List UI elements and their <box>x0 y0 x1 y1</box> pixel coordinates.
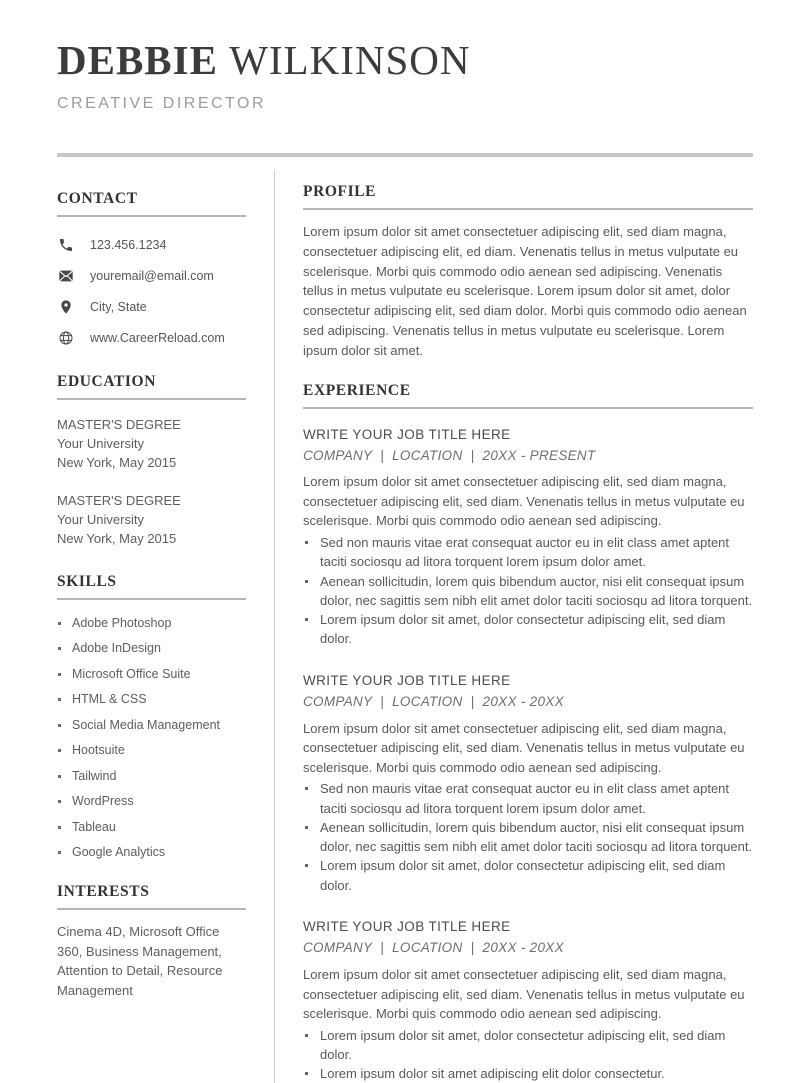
profile-text: Lorem ipsum dolor sit amet consectetuer adipiscing elit, sed diam magna, consectetuer adipiscing elit, ed diam. Venenatis tellus in metus vulputate eu scelerisque. Morbi quis commodo odio aenean sed adipiscing. Venenatis tellus in metus vulputate eu scelerisque. Lorem ipsum dolor sit amet, dolor consectetur adipiscing elit, sed diam dolor. Morbi quis commodo odio aenean sed adipiscing. Venenatis tellus in metus vulputate eu scelerisque. Lorem ipsum dolor sit amet. <box>303 223 747 358</box>
job-bullet: Lorem ipsum dolor sit amet adipiscing elit dolor consectetur. <box>303 1064 753 1083</box>
school: Your University <box>57 435 144 451</box>
location-text: City, State <box>90 300 147 315</box>
job-summary: Lorem ipsum dolor sit amet consectetuer adipiscing elit, sed diam magna, consectetuer adipiscing elit, sed diam. Venenatis tellus in metus vulputate eu scelerisque. Morbi quis commodo odio aenean sed adipiscing. <box>303 474 745 529</box>
left-column <box>57 170 274 1083</box>
last-name: WILKINSON <box>229 37 471 83</box>
job-entry <box>303 673 753 895</box>
job-bullet: Sed non mauris vitae erat consequat auctor eu in elit class amet aptent taciti sociosqu ad litora torquent lorem ipsum dolor amet. <box>303 779 753 818</box>
job-bullet: Lorem ipsum dolor sit amet, dolor consectetur adipiscing elit, sed diam dolor. <box>303 1026 753 1065</box>
phone-icon <box>57 237 74 254</box>
job-meta: COMPANY | LOCATION | 20XX - PRESENT <box>303 448 596 464</box>
job-bullet: Aenean sollicitudin, lorem quis bibendum auctor, nisi elit consequat ipsum dolor, nec sagittis sem nibh elit amet dolor taciti sociosqu ad litora torquent. <box>303 818 753 857</box>
skill-item: Adobe Photoshop <box>57 616 246 630</box>
email-address: youremail@email.com <box>90 269 214 284</box>
contact-item-location <box>57 299 246 316</box>
skill-item: Social Media Management <box>57 718 246 732</box>
first-name: DEBBIE <box>57 37 218 83</box>
job-bullet: Lorem ipsum dolor sit amet, dolor consectetur adipiscing elit, sed diam dolor. <box>303 856 753 895</box>
experience-heading: EXPERIENCE <box>303 382 753 409</box>
content-columns <box>57 170 753 1083</box>
header-divider <box>57 153 753 157</box>
name-heading <box>57 38 753 84</box>
location-icon <box>57 299 74 316</box>
education-date: New York, May 2015 <box>57 454 177 470</box>
header-job-title: CREATIVE DIRECTOR <box>57 94 267 112</box>
skill-item: HTML & CSS <box>57 692 246 706</box>
contact-item-phone <box>57 237 246 254</box>
skill-item: Adobe InDesign <box>57 641 246 655</box>
job-bullet-list <box>303 779 753 895</box>
right-column <box>274 170 753 1083</box>
job-summary: Lorem ipsum dolor sit amet consectetuer adipiscing elit, sed diam magna, consectetuer adipiscing elit, sed diam. Venenatis tellus in metus vulputate eu scelerisque. Morbi quis commodo odio aenean sed adipiscing. <box>303 967 745 1022</box>
skill-item: Tailwind <box>57 769 246 783</box>
job-title: WRITE YOUR JOB TITLE HERE <box>303 672 511 688</box>
skills-heading: SKILLS <box>57 573 246 600</box>
interests-heading: INTERESTS <box>57 883 246 910</box>
skill-item: Tableau <box>57 820 246 834</box>
job-meta: COMPANY | LOCATION | 20XX - 20XX <box>303 693 564 709</box>
degree: MASTER'S DEGREE <box>57 416 181 432</box>
job-bullet-list <box>303 1026 753 1083</box>
contact-item-website <box>57 330 246 347</box>
globe-icon <box>57 330 74 347</box>
job-bullet: Aenean sollicitudin, lorem quis bibendum auctor, nisi elit consequat ipsum dolor, nec sagittis sem nibh elit amet dolor taciti sociosqu ad litora torquent. <box>303 572 753 611</box>
website-url: www.CareerReload.com <box>90 331 225 346</box>
education-heading: EDUCATION <box>57 373 246 400</box>
education-date: New York, May 2015 <box>57 530 177 546</box>
degree: MASTER'S DEGREE <box>57 492 181 508</box>
job-title: WRITE YOUR JOB TITLE HERE <box>303 427 511 443</box>
skill-item: WordPress <box>57 794 246 808</box>
job-title: WRITE YOUR JOB TITLE HERE <box>303 919 511 935</box>
contact-item-email <box>57 268 246 285</box>
job-entry <box>303 427 753 648</box>
job-summary: Lorem ipsum dolor sit amet consectetuer adipiscing elit, sed diam magna, consectetuer adipiscing elit, sed diam. Venenatis tellus in metus vulputate eu scelerisque. Morbi quis commodo odio aenean sed adipiscing. <box>303 720 745 775</box>
skill-item: Hootsuite <box>57 743 246 757</box>
email-icon <box>57 268 74 285</box>
profile-heading: PROFILE <box>303 183 753 210</box>
skill-item: Microsoft Office Suite <box>57 667 246 681</box>
contact-heading: CONTACT <box>57 190 246 217</box>
job-meta: COMPANY | LOCATION | 20XX - 20XX <box>303 940 564 956</box>
education-entry <box>57 415 246 472</box>
job-bullet: Sed non mauris vitae erat consequat auctor eu in elit class amet aptent taciti sociosqu ad litora torquent lorem ipsum dolor amet. <box>303 533 753 572</box>
skill-item: Google Analytics <box>57 845 246 859</box>
skills-list <box>57 616 246 860</box>
contact-list <box>57 237 246 347</box>
job-bullet-list <box>303 533 753 649</box>
school: Your University <box>57 511 144 527</box>
job-bullet: Lorem ipsum dolor sit amet, dolor consectetur adipiscing elit, sed diam dolor. <box>303 610 753 649</box>
phone-number: 123.456.1234 <box>90 238 167 253</box>
job-entry <box>303 919 753 1083</box>
education-entry <box>57 491 246 548</box>
interests-text: Cinema 4D, Microsoft Office 360, Business Management, Attention to Detail, Resource Management <box>57 924 223 998</box>
